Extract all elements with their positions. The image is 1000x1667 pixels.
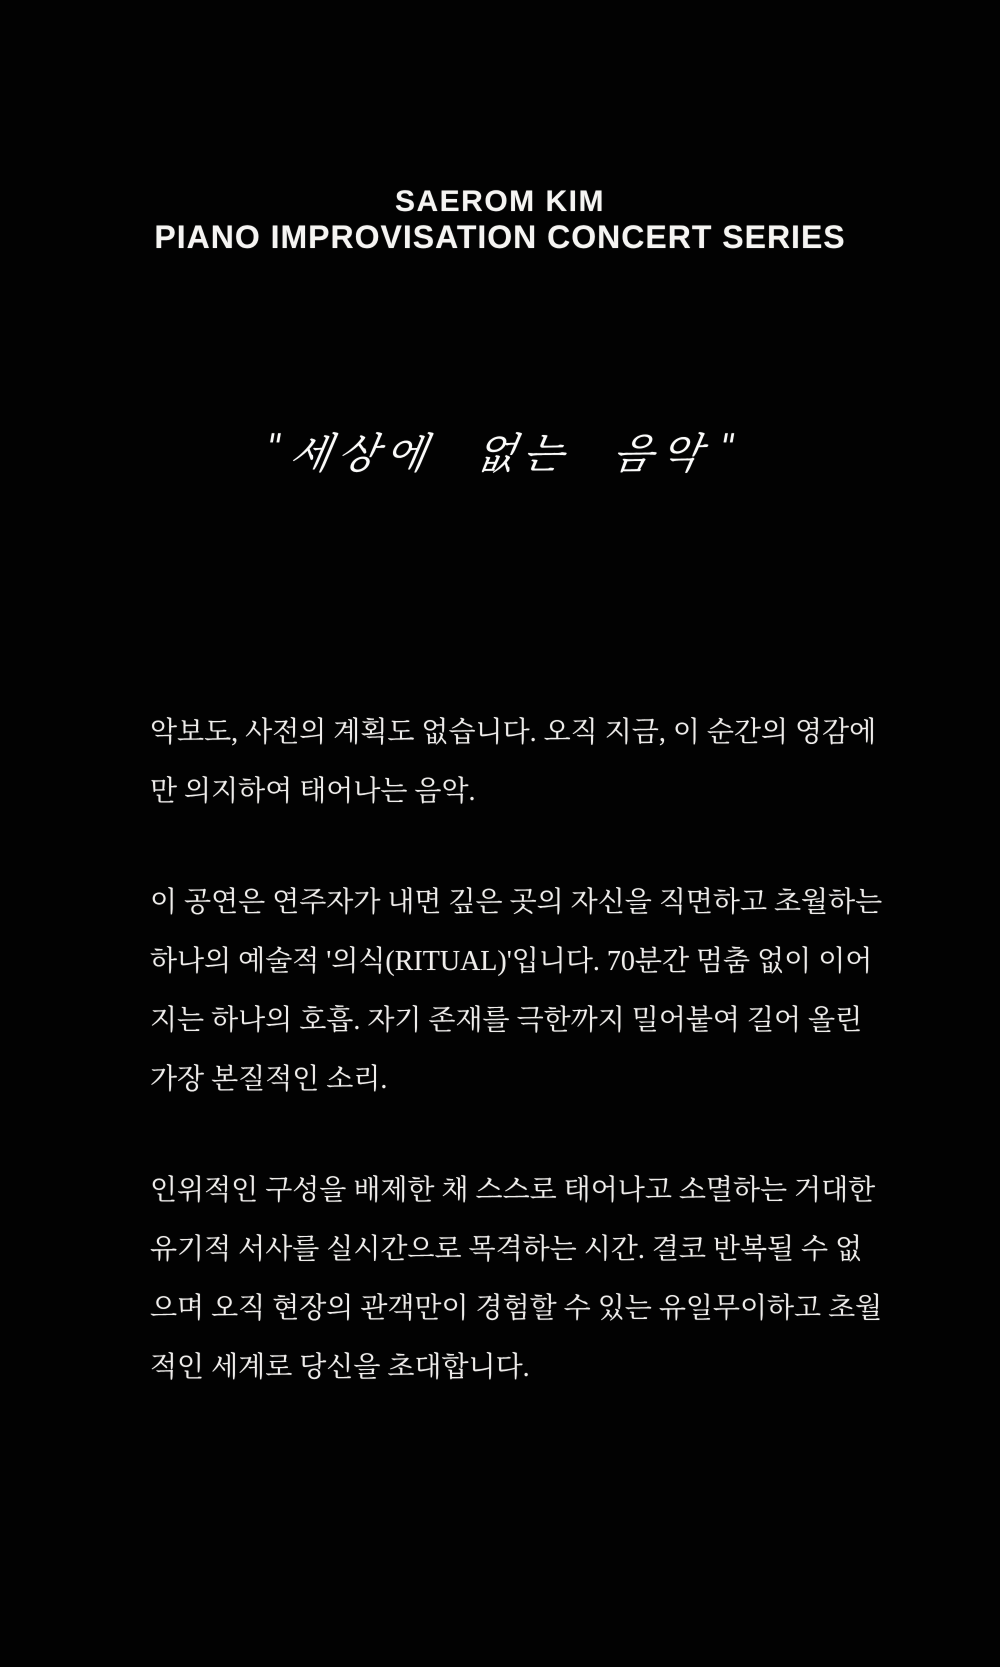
text-line: 인위적인 구성을 배제한 채 스스로 태어나고 소멸하는 거대한 [150, 1175, 876, 1206]
text-line: 악보도, 사전의 계획도 없습니다. 오직 지금, 이 순간의 영감에 [150, 717, 877, 748]
handwritten-quote [0, 418, 1000, 483]
paragraph-1 [150, 703, 877, 821]
quote-text: 세상에 없는 음악 [286, 429, 713, 478]
text-line: 만 의지하여 태어나는 음악. [150, 776, 476, 807]
text-line: 지는 하나의 호흡. 자기 존재를 극한까지 밀어붙여 길어 올린 [150, 1005, 863, 1036]
title-block [0, 183, 1000, 254]
text-line: 가장 본질적인 소리. [150, 1064, 388, 1095]
paragraph-2 [150, 873, 883, 1109]
open-quote-mark: " [262, 427, 286, 467]
text-line: 유기적 서사를 실시간으로 목격하는 시간. 결코 반복될 수 없 [150, 1234, 863, 1265]
text-line: 적인 세계로 당신을 초대합니다. [150, 1352, 530, 1383]
paragraph-3 [150, 1161, 883, 1397]
artist-name: SAEROM KIM [395, 185, 605, 218]
text-line: 하나의 예술적 '의식(RITUAL)'입니다. 70분간 멈춤 없이 이어 [150, 946, 873, 977]
close-quote-mark: " [715, 427, 739, 467]
description-text [150, 703, 883, 1449]
series-title: PIANO IMPROVISATION CONCERT SERIES [154, 219, 846, 255]
text-line: 으며 오직 현장의 관객만이 경험할 수 있는 유일무이하고 초월 [150, 1293, 883, 1324]
text-line: 이 공연은 연주자가 내면 깊은 곳의 자신을 직면하고 초월하는 [150, 887, 883, 918]
